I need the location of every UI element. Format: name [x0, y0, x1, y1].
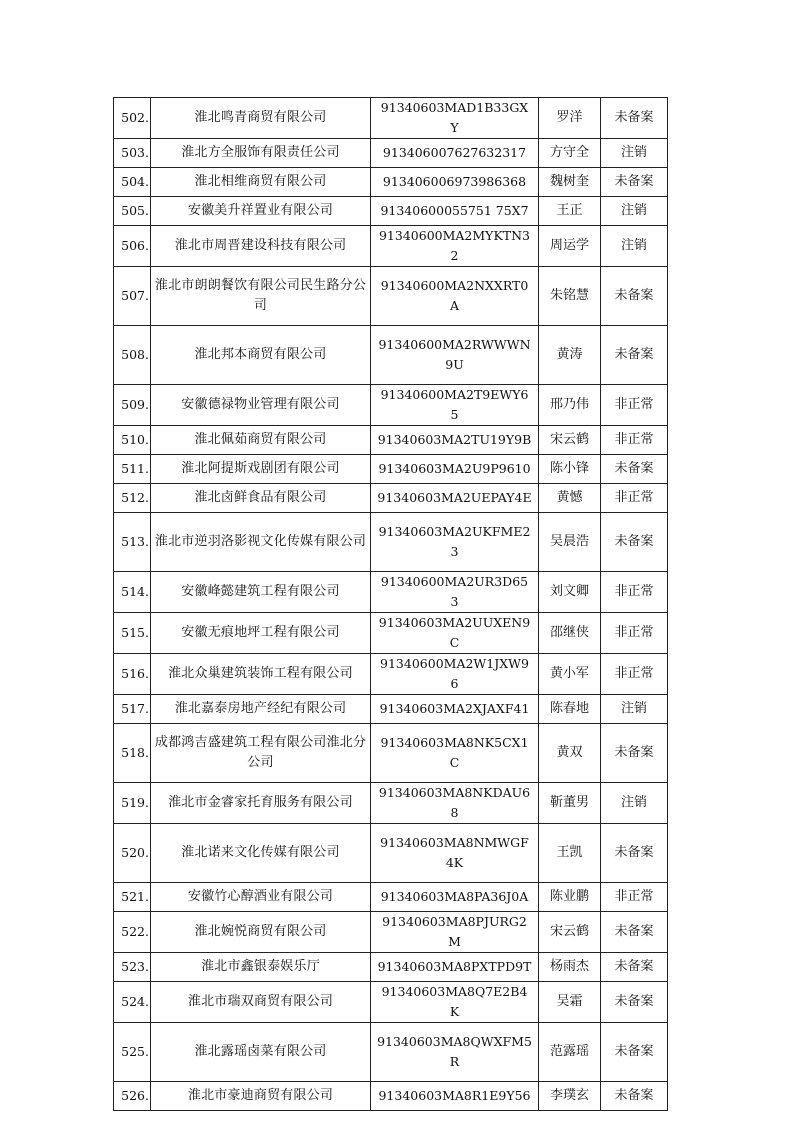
credit-code: 91340603MA2U9P9610	[371, 455, 539, 484]
table-row	[114, 1082, 668, 1111]
table-row	[114, 695, 668, 724]
table-row	[114, 724, 668, 783]
row-number: 505.	[114, 197, 151, 226]
row-number: 513.	[114, 513, 151, 572]
record-status: 未备案	[601, 824, 668, 883]
company-name: 淮北阿提斯戏剧团有限公司	[151, 455, 371, 484]
credit-code: 91340603MAD1B33GXY	[371, 98, 539, 139]
credit-code: 91340603MA8NK5CX1C	[371, 724, 539, 783]
credit-code: 91340600MA2UR3D653	[371, 572, 539, 613]
credit-code: 91340603MA8Q7E2B4K	[371, 982, 539, 1023]
record-status: 注销	[601, 139, 668, 168]
row-number: 522.	[114, 912, 151, 953]
credit-code: 91340603MA2UEPAY4E	[371, 484, 539, 513]
legal-person: 范露瑶	[539, 1023, 601, 1082]
credit-code: 91340603MA2UUXEN9C	[371, 613, 539, 654]
credit-code: 91340603MA8NMWGF4K	[371, 824, 539, 883]
credit-code: 91340603MA8QWXFM5R	[371, 1023, 539, 1082]
table-row	[114, 1023, 668, 1082]
credit-code: 91340603MA2XJAXF41	[371, 695, 539, 724]
legal-person: 罗洋	[539, 98, 601, 139]
table-row	[114, 613, 668, 654]
table-row	[114, 513, 668, 572]
row-number: 509.	[114, 385, 151, 426]
row-number: 523.	[114, 953, 151, 982]
table-row	[114, 139, 668, 168]
table-row	[114, 982, 668, 1023]
row-number: 518.	[114, 724, 151, 783]
table-row	[114, 824, 668, 883]
legal-person: 刘文卿	[539, 572, 601, 613]
table-row	[114, 654, 668, 695]
row-number: 521.	[114, 883, 151, 912]
credit-code: 91340603MA8R1E9Y56	[371, 1082, 539, 1111]
company-name: 淮北市金睿家托育服务有限公司	[151, 783, 371, 824]
credit-code: 91340603MA8NKDAU68	[371, 783, 539, 824]
credit-code: 913406007627632317	[371, 139, 539, 168]
company-name: 淮北众巢建筑装饰工程有限公司	[151, 654, 371, 695]
credit-code: 91340603MA2UKFME23	[371, 513, 539, 572]
record-status: 未备案	[601, 724, 668, 783]
table-row	[114, 426, 668, 455]
credit-code: 91340603MA2TU19Y9B	[371, 426, 539, 455]
row-number: 504.	[114, 168, 151, 197]
legal-person: 吴霜	[539, 982, 601, 1023]
company-name: 淮北佩茹商贸有限公司	[151, 426, 371, 455]
row-number: 502.	[114, 98, 151, 139]
legal-person: 周运学	[539, 226, 601, 267]
row-number: 507.	[114, 267, 151, 326]
record-status: 非正常	[601, 572, 668, 613]
table-row	[114, 197, 668, 226]
legal-person: 黄双	[539, 724, 601, 783]
records-table	[113, 97, 668, 1111]
company-name: 淮北婉悦商贸有限公司	[151, 912, 371, 953]
company-name: 淮北露瑶卤菜有限公司	[151, 1023, 371, 1082]
legal-person: 黄小军	[539, 654, 601, 695]
company-name: 淮北卤鲜食品有限公司	[151, 484, 371, 513]
row-number: 520.	[114, 824, 151, 883]
table-row	[114, 98, 668, 139]
row-number: 526.	[114, 1082, 151, 1111]
row-number: 519.	[114, 783, 151, 824]
record-status: 未备案	[601, 168, 668, 197]
record-status: 未备案	[601, 267, 668, 326]
legal-person: 王凯	[539, 824, 601, 883]
table-row	[114, 226, 668, 267]
company-name: 淮北鸣青商贸有限公司	[151, 98, 371, 139]
record-status: 未备案	[601, 1082, 668, 1111]
table-row	[114, 168, 668, 197]
table-row	[114, 484, 668, 513]
record-status: 非正常	[601, 385, 668, 426]
record-status: 注销	[601, 197, 668, 226]
legal-person: 靳董男	[539, 783, 601, 824]
company-name: 淮北市朗朗餐饮有限公司民生路分公司	[151, 267, 371, 326]
record-status: 未备案	[601, 912, 668, 953]
record-status: 未备案	[601, 326, 668, 385]
row-number: 506.	[114, 226, 151, 267]
legal-person: 陈业鹏	[539, 883, 601, 912]
record-status: 非正常	[601, 654, 668, 695]
company-name: 淮北相维商贸有限公司	[151, 168, 371, 197]
table-row	[114, 912, 668, 953]
credit-code: 91340603MA8PXTPD9T	[371, 953, 539, 982]
row-number: 524.	[114, 982, 151, 1023]
row-number: 508.	[114, 326, 151, 385]
record-status: 未备案	[601, 455, 668, 484]
credit-code: 913406006973986368	[371, 168, 539, 197]
company-name: 淮北诺来文化传媒有限公司	[151, 824, 371, 883]
company-name: 淮北市豪迪商贸有限公司	[151, 1082, 371, 1111]
company-name: 安徽峰懿建筑工程有限公司	[151, 572, 371, 613]
table-row	[114, 385, 668, 426]
row-number: 511.	[114, 455, 151, 484]
legal-person: 宋云鹤	[539, 426, 601, 455]
record-status: 注销	[601, 783, 668, 824]
company-name: 淮北市鑫银泰娱乐厅	[151, 953, 371, 982]
credit-code: 91340600MA2RWWWN9U	[371, 326, 539, 385]
row-number: 515.	[114, 613, 151, 654]
table-row	[114, 455, 668, 484]
credit-code: 91340600055751 75X7	[371, 197, 539, 226]
legal-person: 邵继侠	[539, 613, 601, 654]
company-name: 淮北市逆羽洛影视文化传媒有限公司	[151, 513, 371, 572]
legal-person: 陈春地	[539, 695, 601, 724]
company-name: 成都鸿吉盛建筑工程有限公司淮北分公司	[151, 724, 371, 783]
records-table-body	[114, 98, 668, 1111]
row-number: 514.	[114, 572, 151, 613]
record-status: 非正常	[601, 426, 668, 455]
record-status: 未备案	[601, 98, 668, 139]
record-status: 未备案	[601, 1023, 668, 1082]
credit-code: 91340600MA2T9EWY65	[371, 385, 539, 426]
legal-person: 李璞玄	[539, 1082, 601, 1111]
row-number: 516.	[114, 654, 151, 695]
credit-code: 91340603MA8PJURG2M	[371, 912, 539, 953]
record-status: 非正常	[601, 613, 668, 654]
table-row	[114, 783, 668, 824]
legal-person: 杨雨杰	[539, 953, 601, 982]
table-row	[114, 883, 668, 912]
legal-person: 王正	[539, 197, 601, 226]
legal-person: 方守全	[539, 139, 601, 168]
company-name: 淮北市周晋建设科技有限公司	[151, 226, 371, 267]
company-name: 安徽美升祥置业有限公司	[151, 197, 371, 226]
company-name: 淮北嘉泰房地产经纪有限公司	[151, 695, 371, 724]
legal-person: 陈小锋	[539, 455, 601, 484]
table-row	[114, 953, 668, 982]
legal-person: 宋云鹤	[539, 912, 601, 953]
table-row	[114, 326, 668, 385]
row-number: 510.	[114, 426, 151, 455]
legal-person: 朱铭慧	[539, 267, 601, 326]
table-row	[114, 572, 668, 613]
company-name: 淮北方全服饰有限责任公司	[151, 139, 371, 168]
credit-code: 91340600MA2NXXRT0A	[371, 267, 539, 326]
record-status: 注销	[601, 695, 668, 724]
record-status: 非正常	[601, 883, 668, 912]
legal-person: 邢乃伟	[539, 385, 601, 426]
record-status: 未备案	[601, 982, 668, 1023]
legal-person: 黄憾	[539, 484, 601, 513]
company-name: 淮北市瑞双商贸有限公司	[151, 982, 371, 1023]
credit-code: 91340600MA2MYKTN32	[371, 226, 539, 267]
company-name: 淮北邦本商贸有限公司	[151, 326, 371, 385]
legal-person: 黄涛	[539, 326, 601, 385]
row-number: 503.	[114, 139, 151, 168]
record-status: 未备案	[601, 953, 668, 982]
record-status: 非正常	[601, 484, 668, 513]
company-name: 安徽德禄物业管理有限公司	[151, 385, 371, 426]
row-number: 517.	[114, 695, 151, 724]
row-number: 525.	[114, 1023, 151, 1082]
table-row	[114, 267, 668, 326]
record-status: 未备案	[601, 513, 668, 572]
legal-person: 魏树奎	[539, 168, 601, 197]
credit-code: 91340600MA2W1JXW96	[371, 654, 539, 695]
company-name: 安徽无痕地坪工程有限公司	[151, 613, 371, 654]
record-status: 注销	[601, 226, 668, 267]
credit-code: 91340603MA8PA36J0A	[371, 883, 539, 912]
legal-person: 吴晨浩	[539, 513, 601, 572]
row-number: 512.	[114, 484, 151, 513]
company-name: 安徽竹心醇酒业有限公司	[151, 883, 371, 912]
